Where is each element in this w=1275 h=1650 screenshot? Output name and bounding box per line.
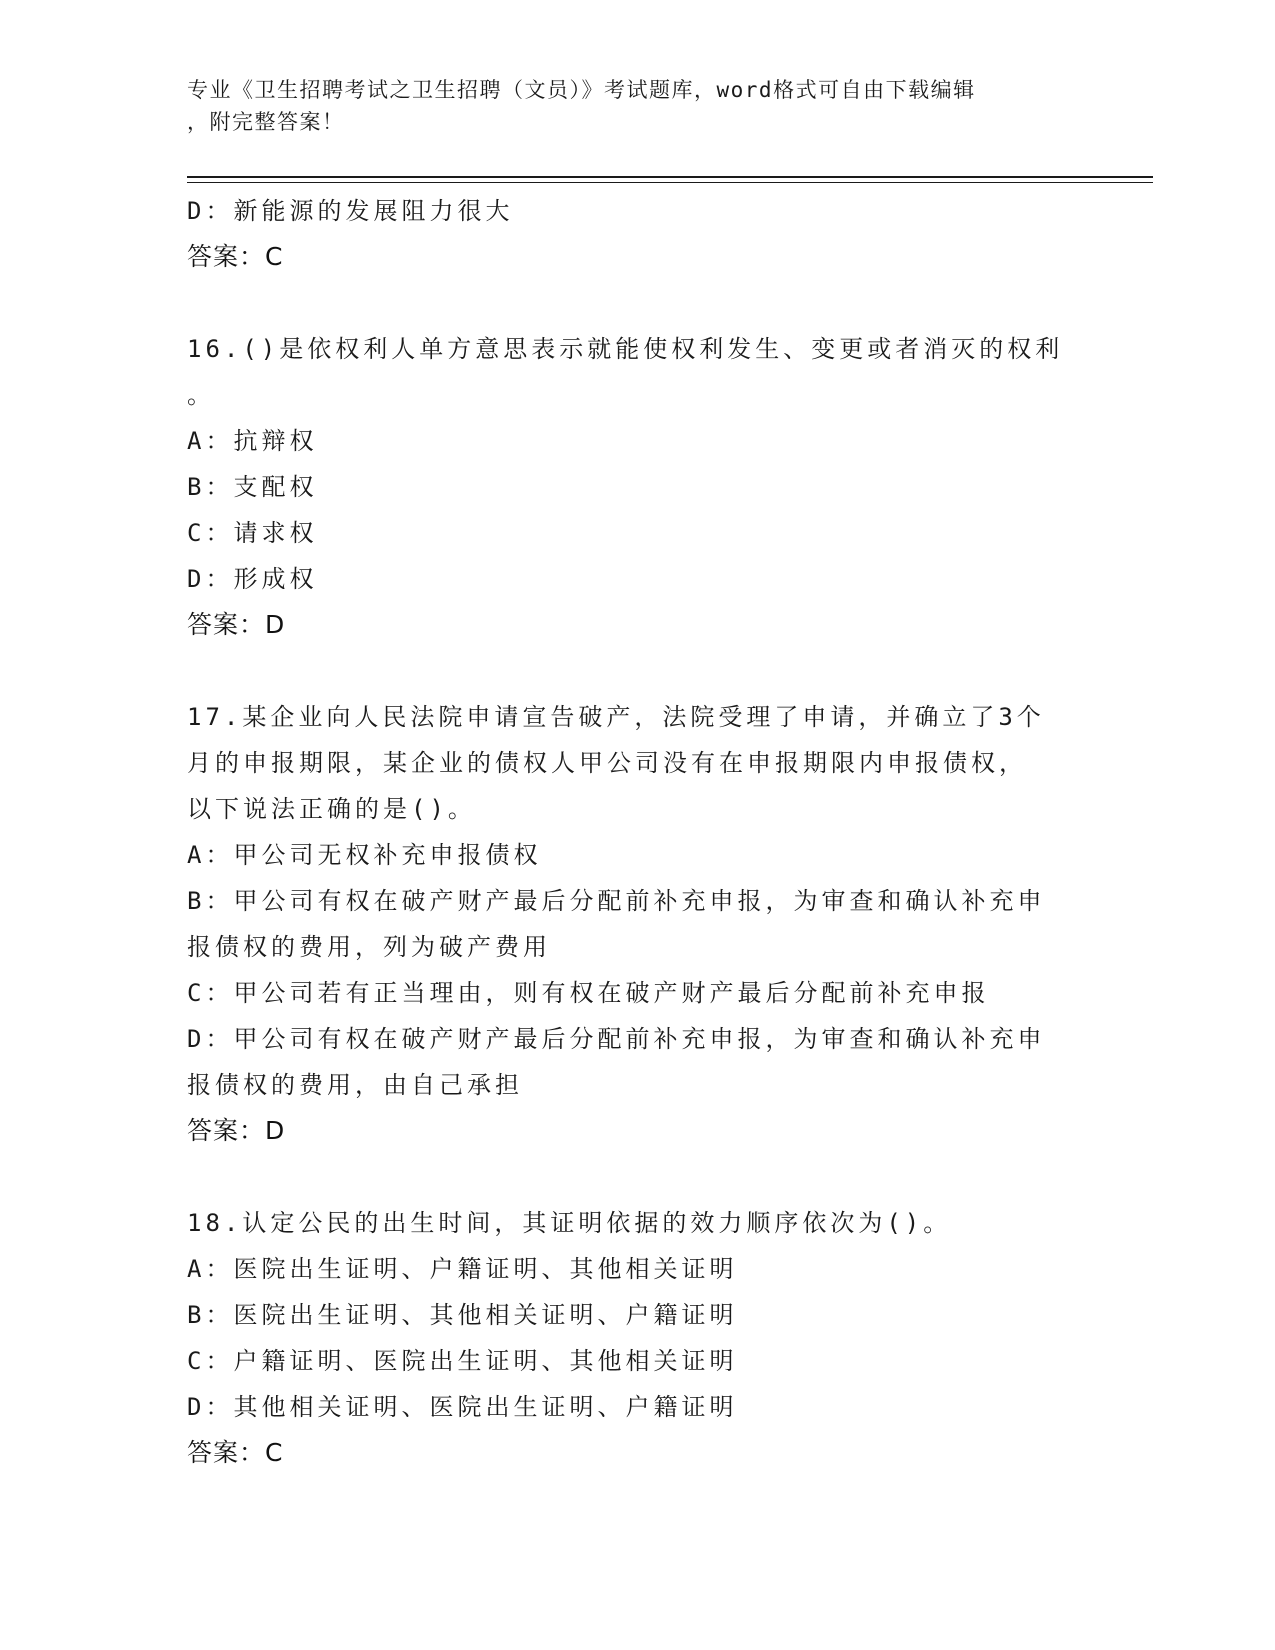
option-b: B：甲公司有权在破产财产最后分配前补充申报，为审查和确认补充申 xyxy=(187,887,1046,915)
answer-line: 答案：D xyxy=(187,610,286,639)
option-d-continued: 报债权的费用，由自己承担 xyxy=(187,1071,523,1099)
question-17 xyxy=(187,694,1087,1154)
question-stem-continued: 以下说法正确的是()。 xyxy=(187,795,476,823)
spacer xyxy=(187,280,1087,326)
option-d: D：其他相关证明、医院出生证明、户籍证明 xyxy=(187,1393,738,1421)
answer-line: 答案：C xyxy=(187,242,284,271)
option-a: A：抗辩权 xyxy=(187,427,318,455)
question-stem: 18.认定公民的出生时间，其证明依据的效力顺序依次为()。 xyxy=(187,1209,952,1237)
header-line-2: ，附完整答案！ xyxy=(187,110,345,134)
document-header xyxy=(187,74,1067,138)
question-stem: 17.某企业向人民法院申请宣告破产，法院受理了申请，并确立了3个 xyxy=(187,703,1045,731)
option-b: B：医院出生证明、其他相关证明、户籍证明 xyxy=(187,1301,738,1329)
question-stem-continued: 月的申报期限，某企业的债权人甲公司没有在申报期限内申报债权， xyxy=(187,749,1027,777)
spacer xyxy=(187,648,1087,694)
option-d: D：新能源的发展阻力很大 xyxy=(187,197,514,225)
prev-question-tail xyxy=(187,188,1087,280)
question-16 xyxy=(187,326,1087,648)
option-b-continued: 报债权的费用，列为破产费用 xyxy=(187,933,551,961)
option-c: C：户籍证明、医院出生证明、其他相关证明 xyxy=(187,1347,738,1375)
header-line-1: 专业《卫生招聘考试之卫生招聘（文员）》考试题库，word格式可自由下载编辑 xyxy=(187,78,976,102)
option-d: D：形成权 xyxy=(187,565,318,593)
question-stem: 16.()是依权利人单方意思表示就能使权利发生、变更或者消灭的权利 xyxy=(187,335,1064,363)
answer-line: 答案：C xyxy=(187,1438,284,1467)
spacer xyxy=(187,1154,1087,1200)
option-d: D：甲公司有权在破产财产最后分配前补充申报，为审查和确认补充申 xyxy=(187,1025,1046,1053)
question-18 xyxy=(187,1200,1087,1476)
option-a: A：甲公司无权补充申报债权 xyxy=(187,841,542,869)
option-b: B：支配权 xyxy=(187,473,318,501)
header-divider-thin xyxy=(187,182,1153,183)
answer-line: 答案：D xyxy=(187,1116,286,1145)
option-a: A：医院出生证明、户籍证明、其他相关证明 xyxy=(187,1255,738,1283)
option-c: C：甲公司若有正当理由，则有权在破产财产最后分配前补充申报 xyxy=(187,979,990,1007)
question-stem-continued: 。 xyxy=(187,381,215,409)
option-c: C：请求权 xyxy=(187,519,318,547)
question-list xyxy=(187,188,1087,1476)
header-divider-thick xyxy=(187,176,1153,178)
